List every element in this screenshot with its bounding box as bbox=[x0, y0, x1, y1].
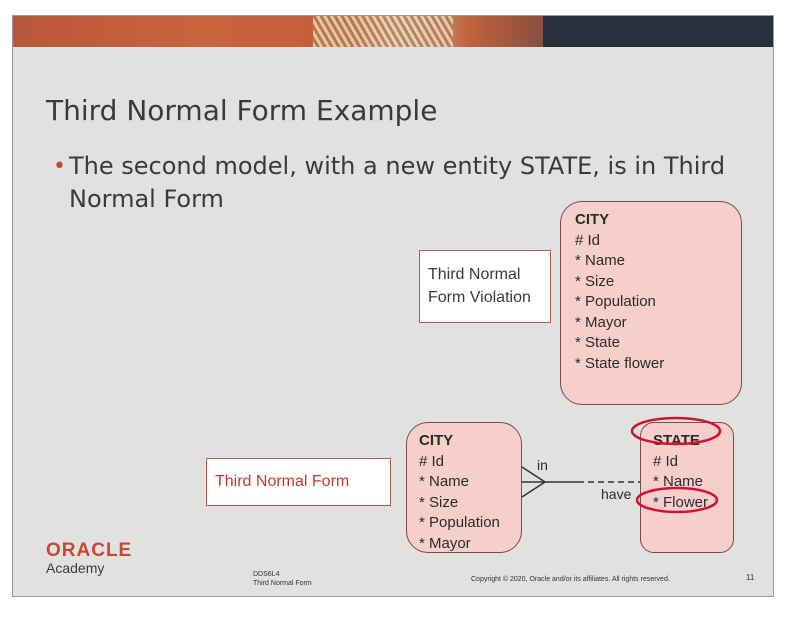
attribute: * Size bbox=[575, 272, 615, 290]
attribute: * Size bbox=[419, 493, 459, 511]
relationship-label-have: have bbox=[601, 486, 632, 502]
attribute: * Name bbox=[653, 473, 704, 490]
attribute: * Population bbox=[575, 293, 656, 310]
flower-annotation bbox=[637, 488, 717, 512]
oracle-logo: ORACLE bbox=[46, 540, 133, 561]
slide-title: Third Normal Form Example bbox=[46, 94, 438, 127]
relationship-diagram bbox=[13, 16, 774, 597]
academy-label: Academy bbox=[46, 560, 105, 576]
entity-name: CITY bbox=[575, 211, 610, 228]
attribute: * Name bbox=[419, 473, 470, 490]
page-number: 11 bbox=[746, 573, 755, 582]
lesson-name: Third Normal Form bbox=[253, 580, 312, 587]
attribute: * Mayor bbox=[419, 534, 471, 552]
attribute: * Mayor bbox=[575, 313, 627, 331]
attribute: * Population bbox=[419, 514, 500, 531]
bullet-text: The second model, with a new entity STATE, is in Third Normal Form bbox=[69, 152, 726, 213]
slide bbox=[12, 15, 774, 597]
attribute: * State flower bbox=[575, 354, 665, 372]
course-code: DDS6L4 bbox=[253, 571, 280, 578]
attribute: # Id bbox=[653, 452, 679, 470]
attribute: * State bbox=[575, 334, 621, 351]
relationship-label-in: in bbox=[537, 457, 548, 473]
attribute: # Id bbox=[575, 231, 601, 249]
attribute: * Flower bbox=[653, 493, 709, 511]
bullet-dot-icon: • bbox=[53, 154, 66, 179]
attribute: # Id bbox=[419, 452, 445, 470]
state-name-annotation bbox=[632, 418, 720, 444]
violation-label-line-2: Form Violation bbox=[428, 289, 531, 306]
attribute: * Name bbox=[575, 252, 626, 269]
violation-label-line-1: Third Normal bbox=[428, 266, 521, 283]
third-normal-form-label: Third Normal Form bbox=[206, 458, 391, 506]
entity-name: STATE bbox=[653, 432, 700, 449]
entity-name: CITY bbox=[419, 432, 454, 449]
copyright: Copyright © 2020, Oracle and/or its affiliates. All rights reserved. bbox=[471, 576, 670, 583]
